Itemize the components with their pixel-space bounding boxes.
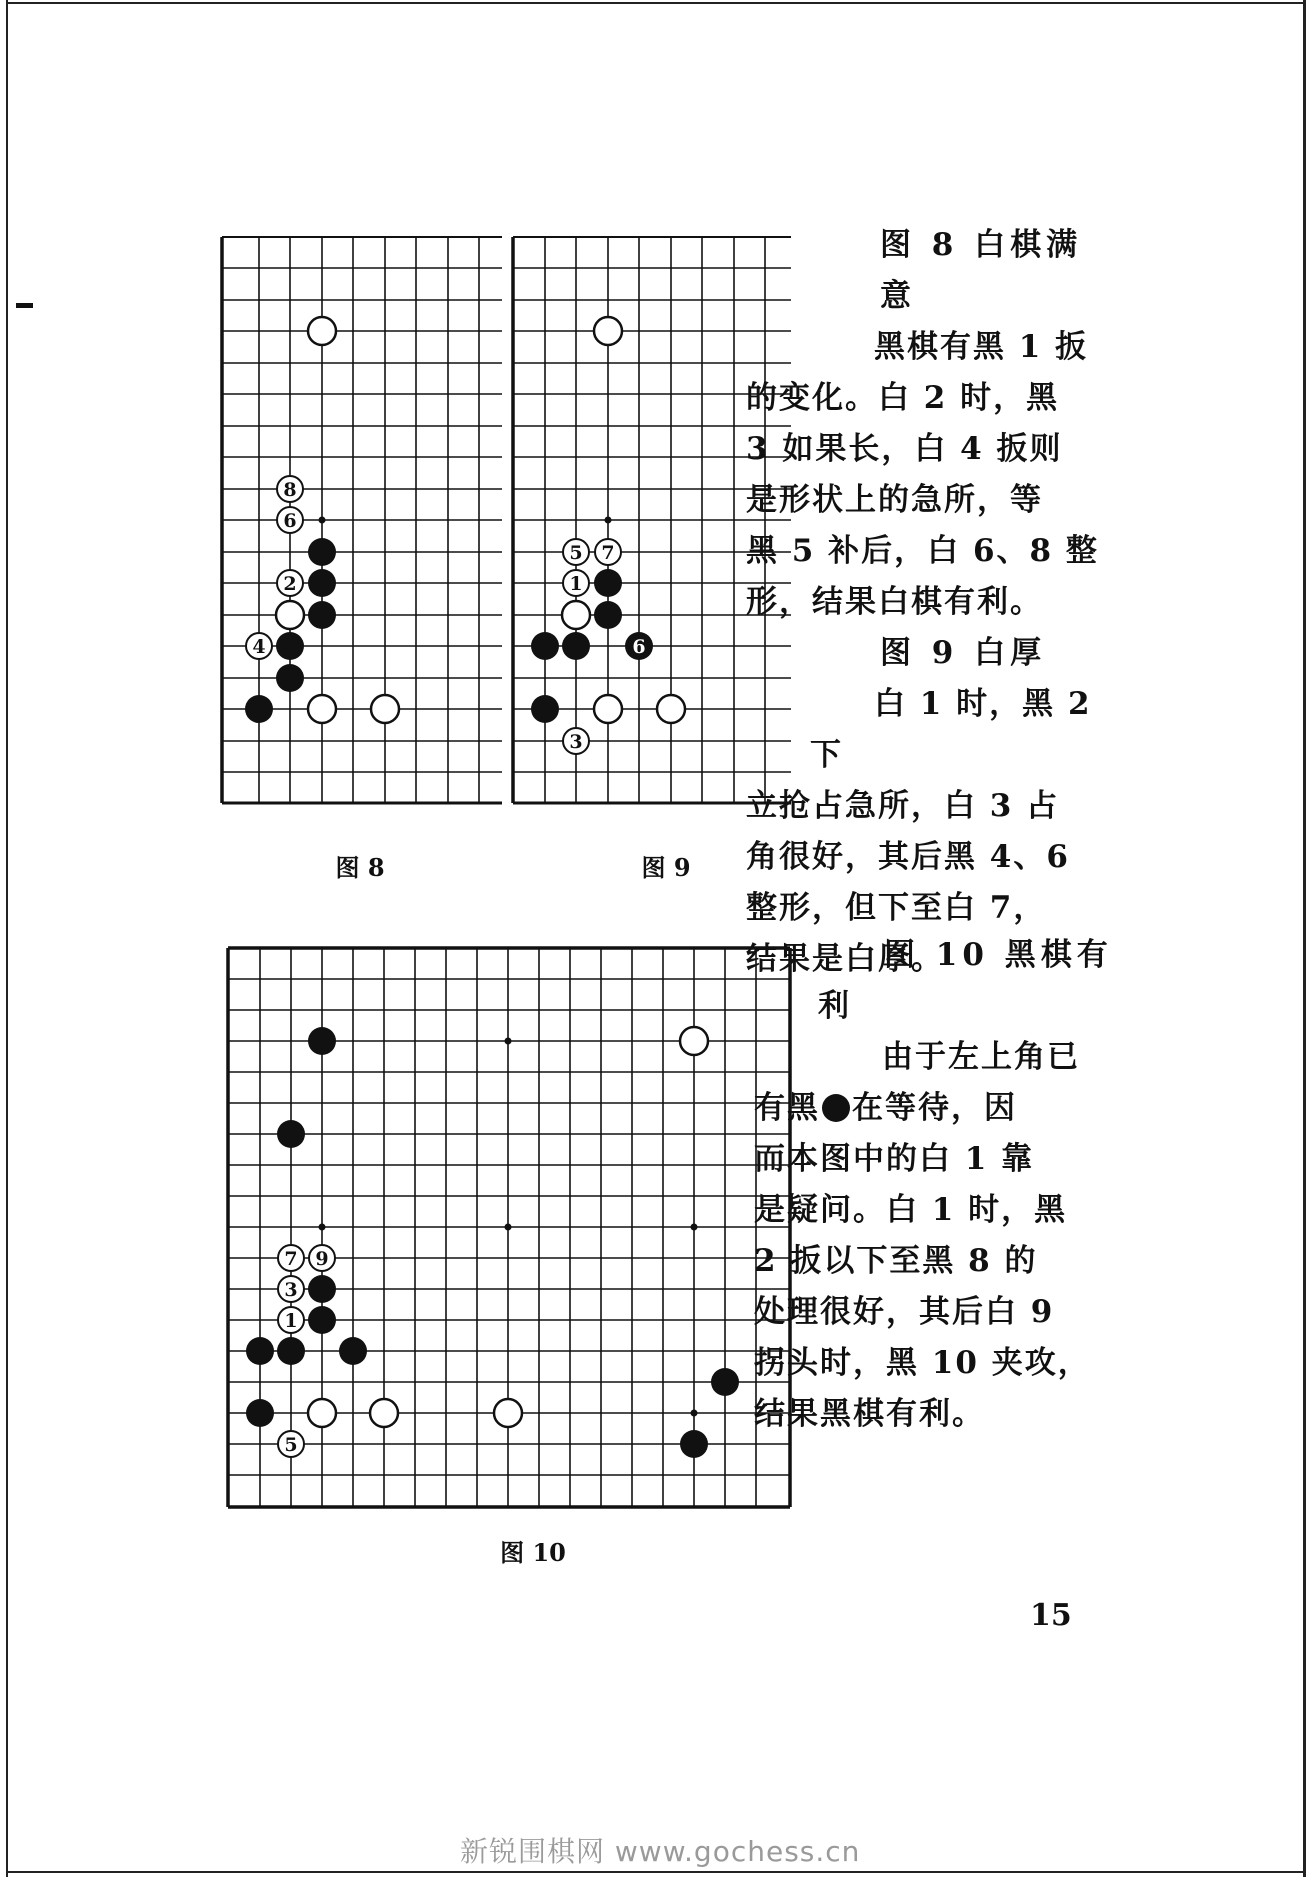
black-stone-numbered [625, 632, 653, 660]
black-stone-icon [822, 1094, 850, 1122]
text-fragment: 在等待，因 [852, 1090, 1017, 1126]
white-stone [371, 695, 399, 723]
white-stone-numbered [278, 1276, 304, 1302]
black-stone [308, 538, 336, 566]
text-line: 是疑问。白 1 时，黑 [754, 1192, 1068, 1228]
text-line: 结果是白厚。 [746, 941, 944, 977]
white-stone-numbered [278, 1431, 304, 1457]
black-stone [562, 632, 590, 660]
black-stone [276, 664, 304, 692]
paragraph-figure-8 [746, 322, 1110, 628]
black-stone [339, 1337, 367, 1365]
text-line: 由于左上角已 [882, 1039, 1080, 1075]
white-stone-numbered [277, 570, 303, 596]
white-stone-numbered [278, 1245, 304, 1271]
text-line: 而本图中的白 1 靠 [754, 1141, 1035, 1177]
text-line: 处理很好，其后白 9 [754, 1294, 1055, 1330]
white-stone-numbered [309, 1245, 335, 1271]
move-number: 7 [601, 542, 615, 564]
white-stone-numbered [277, 507, 303, 533]
black-stone [594, 601, 622, 629]
star-point [691, 1410, 698, 1417]
white-stone [370, 1399, 398, 1427]
black-stone [711, 1368, 739, 1396]
black-stone [308, 1275, 336, 1303]
move-number: 9 [315, 1248, 329, 1270]
star-point [505, 1224, 512, 1231]
black-stone [246, 1399, 274, 1427]
text-figures-8-9 [746, 220, 1110, 985]
text-line: 黑 5 补后，白 6、8 整 [746, 533, 1099, 569]
white-stone [594, 695, 622, 723]
text-figure-10 [754, 930, 1118, 1440]
star-point [319, 1224, 326, 1231]
white-stone [657, 695, 685, 723]
text-line: 角很好，其后黑 4、6 [746, 839, 1070, 875]
go-board-figure-10 [226, 945, 792, 1511]
figure-10-caption: 图 10 [500, 1538, 566, 1567]
black-stone [277, 1120, 305, 1148]
star-point [691, 1224, 698, 1231]
white-stone [680, 1027, 708, 1055]
white-stone-numbered [563, 539, 589, 565]
paragraph-figure-10 [754, 1032, 1118, 1440]
black-stone [308, 569, 336, 597]
white-stone-numbered [246, 633, 272, 659]
heading-figure-8: 图 8 白棋满意 [880, 227, 1083, 314]
margin-dash-mark [16, 303, 33, 308]
white-stone [308, 317, 336, 345]
go-board-figure-8 [220, 232, 502, 806]
page-number: 15 [1030, 1598, 1072, 1633]
white-stone [308, 1399, 336, 1427]
move-number: 3 [284, 1279, 298, 1301]
white-stone-numbered [563, 728, 589, 754]
white-stone-numbered [595, 539, 621, 565]
black-stone [246, 1337, 274, 1365]
figure-8-caption: 图 8 [335, 853, 385, 882]
move-number: 1 [569, 573, 583, 595]
text-fragment: 有黑 [754, 1090, 820, 1126]
text-line: 2 扳以下至黑 8 的 [754, 1243, 1038, 1279]
white-stone [276, 601, 304, 629]
star-point [505, 1038, 512, 1045]
heading-figure-9: 图 9 白厚 [880, 635, 1047, 671]
text-line: 立抢占急所，白 3 占 [746, 788, 1060, 824]
scan-border-right [1303, 0, 1306, 1877]
scan-border-left [6, 0, 8, 1877]
move-number: 6 [283, 510, 297, 532]
text-line: 是形状上的急所，等 [746, 482, 1043, 518]
watermark-text: 新锐围棋网 www.gochess.cn [460, 1835, 861, 1868]
white-stone [562, 601, 590, 629]
white-stone [308, 695, 336, 723]
text-line-with-stone [754, 1090, 1017, 1126]
black-stone [245, 695, 273, 723]
text-line: 形，结果白棋有利。 [746, 584, 1043, 620]
text-line: 拐头时，黑 10 夹攻， [754, 1345, 1091, 1381]
heading-figure-10: 图 10 黑棋有 [884, 937, 1113, 973]
move-number: 4 [252, 636, 266, 658]
text-line: 黑棋有黑 1 扳 [874, 329, 1089, 365]
move-number: 3 [569, 731, 583, 753]
heading-figure-10-cont: 利 [818, 988, 854, 1024]
move-number: 5 [569, 542, 583, 564]
black-stone [308, 1027, 336, 1055]
move-number: 8 [283, 479, 297, 501]
text-line: 3 如果长，白 4 扳则 [746, 431, 1063, 467]
black-stone [531, 695, 559, 723]
black-stone [594, 569, 622, 597]
text-line: 的变化。白 2 时，黑 [746, 380, 1060, 416]
white-stone-numbered [563, 570, 589, 596]
black-stone [276, 632, 304, 660]
scan-border-bottom [6, 1871, 1306, 1873]
black-stone [308, 601, 336, 629]
white-stone-numbered [277, 476, 303, 502]
figure-9-caption: 图 9 [641, 853, 691, 882]
move-number: 6 [632, 636, 646, 658]
black-stone [680, 1430, 708, 1458]
black-stone [531, 632, 559, 660]
text-line: 结果黑棋有利。 [754, 1396, 985, 1432]
text-line: 整形，但下至白 7， [746, 890, 1047, 926]
move-number: 7 [284, 1248, 298, 1270]
move-number: 1 [284, 1310, 298, 1332]
black-stone [308, 1306, 336, 1334]
star-point [319, 517, 326, 524]
star-point [605, 517, 612, 524]
white-stone [494, 1399, 522, 1427]
scan-border-top [6, 2, 1306, 4]
white-stone-numbered [278, 1307, 304, 1333]
text-line: 白 1 时，黑 2 下 [810, 686, 1092, 773]
black-stone [277, 1337, 305, 1365]
white-stone [594, 317, 622, 345]
go-board-figure-9 [511, 232, 791, 806]
move-number: 2 [283, 573, 297, 595]
move-number: 5 [284, 1434, 298, 1456]
